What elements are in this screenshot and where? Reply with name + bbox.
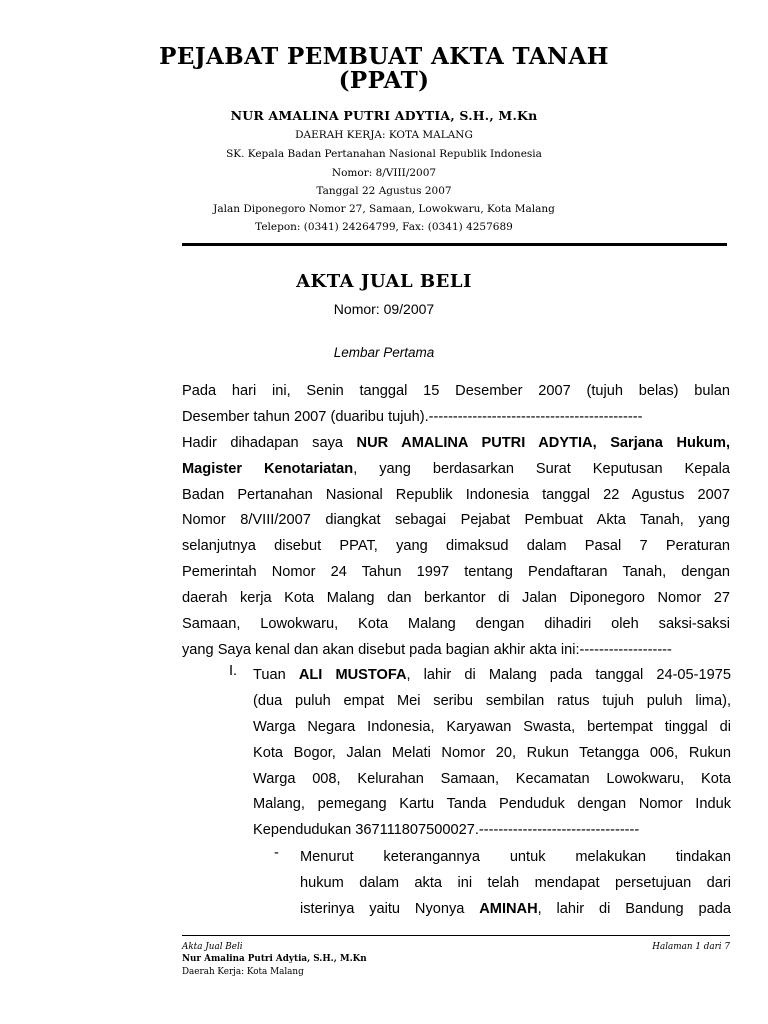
footer-work-area: Daerah Kerja: Kota Malang (182, 967, 304, 977)
paragraph-line: Pemerintah Nomor 24 Tahun 1997 tentang Pendaftaran Tanah, dengan (182, 564, 730, 581)
footer-official-name: Nur Amalina Putri Adytia, S.H., M.Kn (182, 954, 367, 964)
deed-number: Nomor: 09/2007 (333, 301, 435, 317)
header-decree: SK. Kepala Badan Pertanahan Nasional Republik Indonesia (226, 148, 542, 160)
paragraph-line: Magister Kenotariatan, yang berdasarkan Surat Keputusan Kepala (182, 460, 730, 477)
footer-divider (182, 935, 730, 936)
paragraph-line: (dua puluh empat Mei seribu sembilan ratus tujuh puluh lima), (253, 692, 731, 709)
notary-title-bold: Magister Kenotariatan (182, 460, 354, 477)
paragraph-line: Desember tahun 2007 (duaribu tujuh).-------------------------------------------- (182, 408, 643, 425)
paragraph-line: isterinya yaitu Nyonya AMINAH, lahir di Bandung pada (300, 900, 731, 917)
official-name: NUR AMALINA PUTRI ADYTIA, S.H., M.Kn (230, 108, 538, 123)
paragraph-line: Kota Bogor, Jalan Melati Nomor 20, Rukun Tetangga 006, Rukun (253, 744, 731, 761)
deed-body (182, 379, 730, 664)
header-decree-date: Tanggal 22 Agustus 2007 (316, 185, 452, 197)
party-one-paragraph (253, 663, 731, 844)
office-title-abbr: (PPAT) (338, 67, 430, 94)
paragraph-line: Warga 008, Kelurahan Samaan, Kecamatan Lowokwaru, Kota (253, 770, 731, 787)
paragraph-line: Menurut keterangannya untuk melakukan tindakan (300, 849, 731, 865)
paragraph-line: Nomor 8/VIII/2007 diangkat sebagai Pejabat Pembuat Akta Tanah, yang (182, 512, 730, 529)
office-title: PEJABAT PEMBUAT AKTA TANAH (159, 43, 609, 70)
paragraph-line: Warga Negara Indonesia, Karyawan Swasta, bertempat tinggal di (253, 718, 731, 735)
paragraph-line: yang Saya kenal dan akan disebut pada bagian akhir akta ini:------------------- (182, 641, 672, 658)
header-address: Jalan Diponegoro Nomor 27, Samaan, Lowokwaru, Kota Malang (213, 203, 555, 215)
footer-doc-name: Akta Jual Beli (182, 942, 243, 952)
notary-name-bold: NUR AMALINA PUTRI ADYTIA, Sarjana Hukum, (356, 434, 730, 451)
paragraph-line: daerah kerja Kota Malang dan berkantor di Jalan Diponegoro Nomor 27 (182, 590, 730, 607)
footer-page-number: Halaman 1 dari 7 (652, 942, 730, 952)
header-phone: Telepon: (0341) 24264799, Fax: (0341) 4257689 (255, 221, 513, 233)
party-name-bold: ALI MUSTOFA (298, 667, 407, 683)
paragraph-line: Hadir dihadapan saya NUR AMALINA PUTRI ADYTIA, Sarjana Hukum, (182, 434, 730, 451)
paragraph-line: hukum dalam akta ini telah mendapat persetujuan dari (300, 874, 731, 891)
list-marker: I. (229, 663, 238, 679)
paragraph-line: selanjutnya disebut PPAT, yang dimaksud dalam Pasal 7 Peraturan (182, 538, 730, 555)
header-work-area: DAERAH KERJA: KOTA MALANG (295, 129, 473, 141)
paragraph-line: Tuan ALI MUSTOFA, lahir di Malang pada tanggal 24-05-1975 (253, 667, 731, 683)
header-divider (182, 243, 727, 246)
paragraph-line: Kependudukan 367111807500027.--------------------------------- (253, 822, 640, 839)
header-decree-number: Nomor: 8/VIII/2007 (331, 167, 437, 179)
paragraph-line: Malang, pemegang Kartu Tanda Penduduk dengan Nomor Induk (253, 796, 731, 813)
spouse-consent-paragraph (300, 845, 731, 923)
sub-list-marker: - (274, 845, 279, 861)
paragraph-line: Pada hari ini, Senin tanggal 15 Desember 2007 (tujuh belas) bulan (182, 383, 730, 399)
paragraph-line: Samaan, Lowokwaru, Kota Malang dengan dihadiri oleh saksi-saksi (182, 616, 730, 633)
paragraph-line: Badan Pertanahan Nasional Republik Indonesia tanggal 22 Agustus 2007 (182, 486, 730, 503)
spouse-name-bold: AMINAH (479, 900, 538, 917)
deed-sheet: Lembar Pertama (333, 345, 435, 360)
deed-title: AKTA JUAL BELI (296, 271, 472, 292)
